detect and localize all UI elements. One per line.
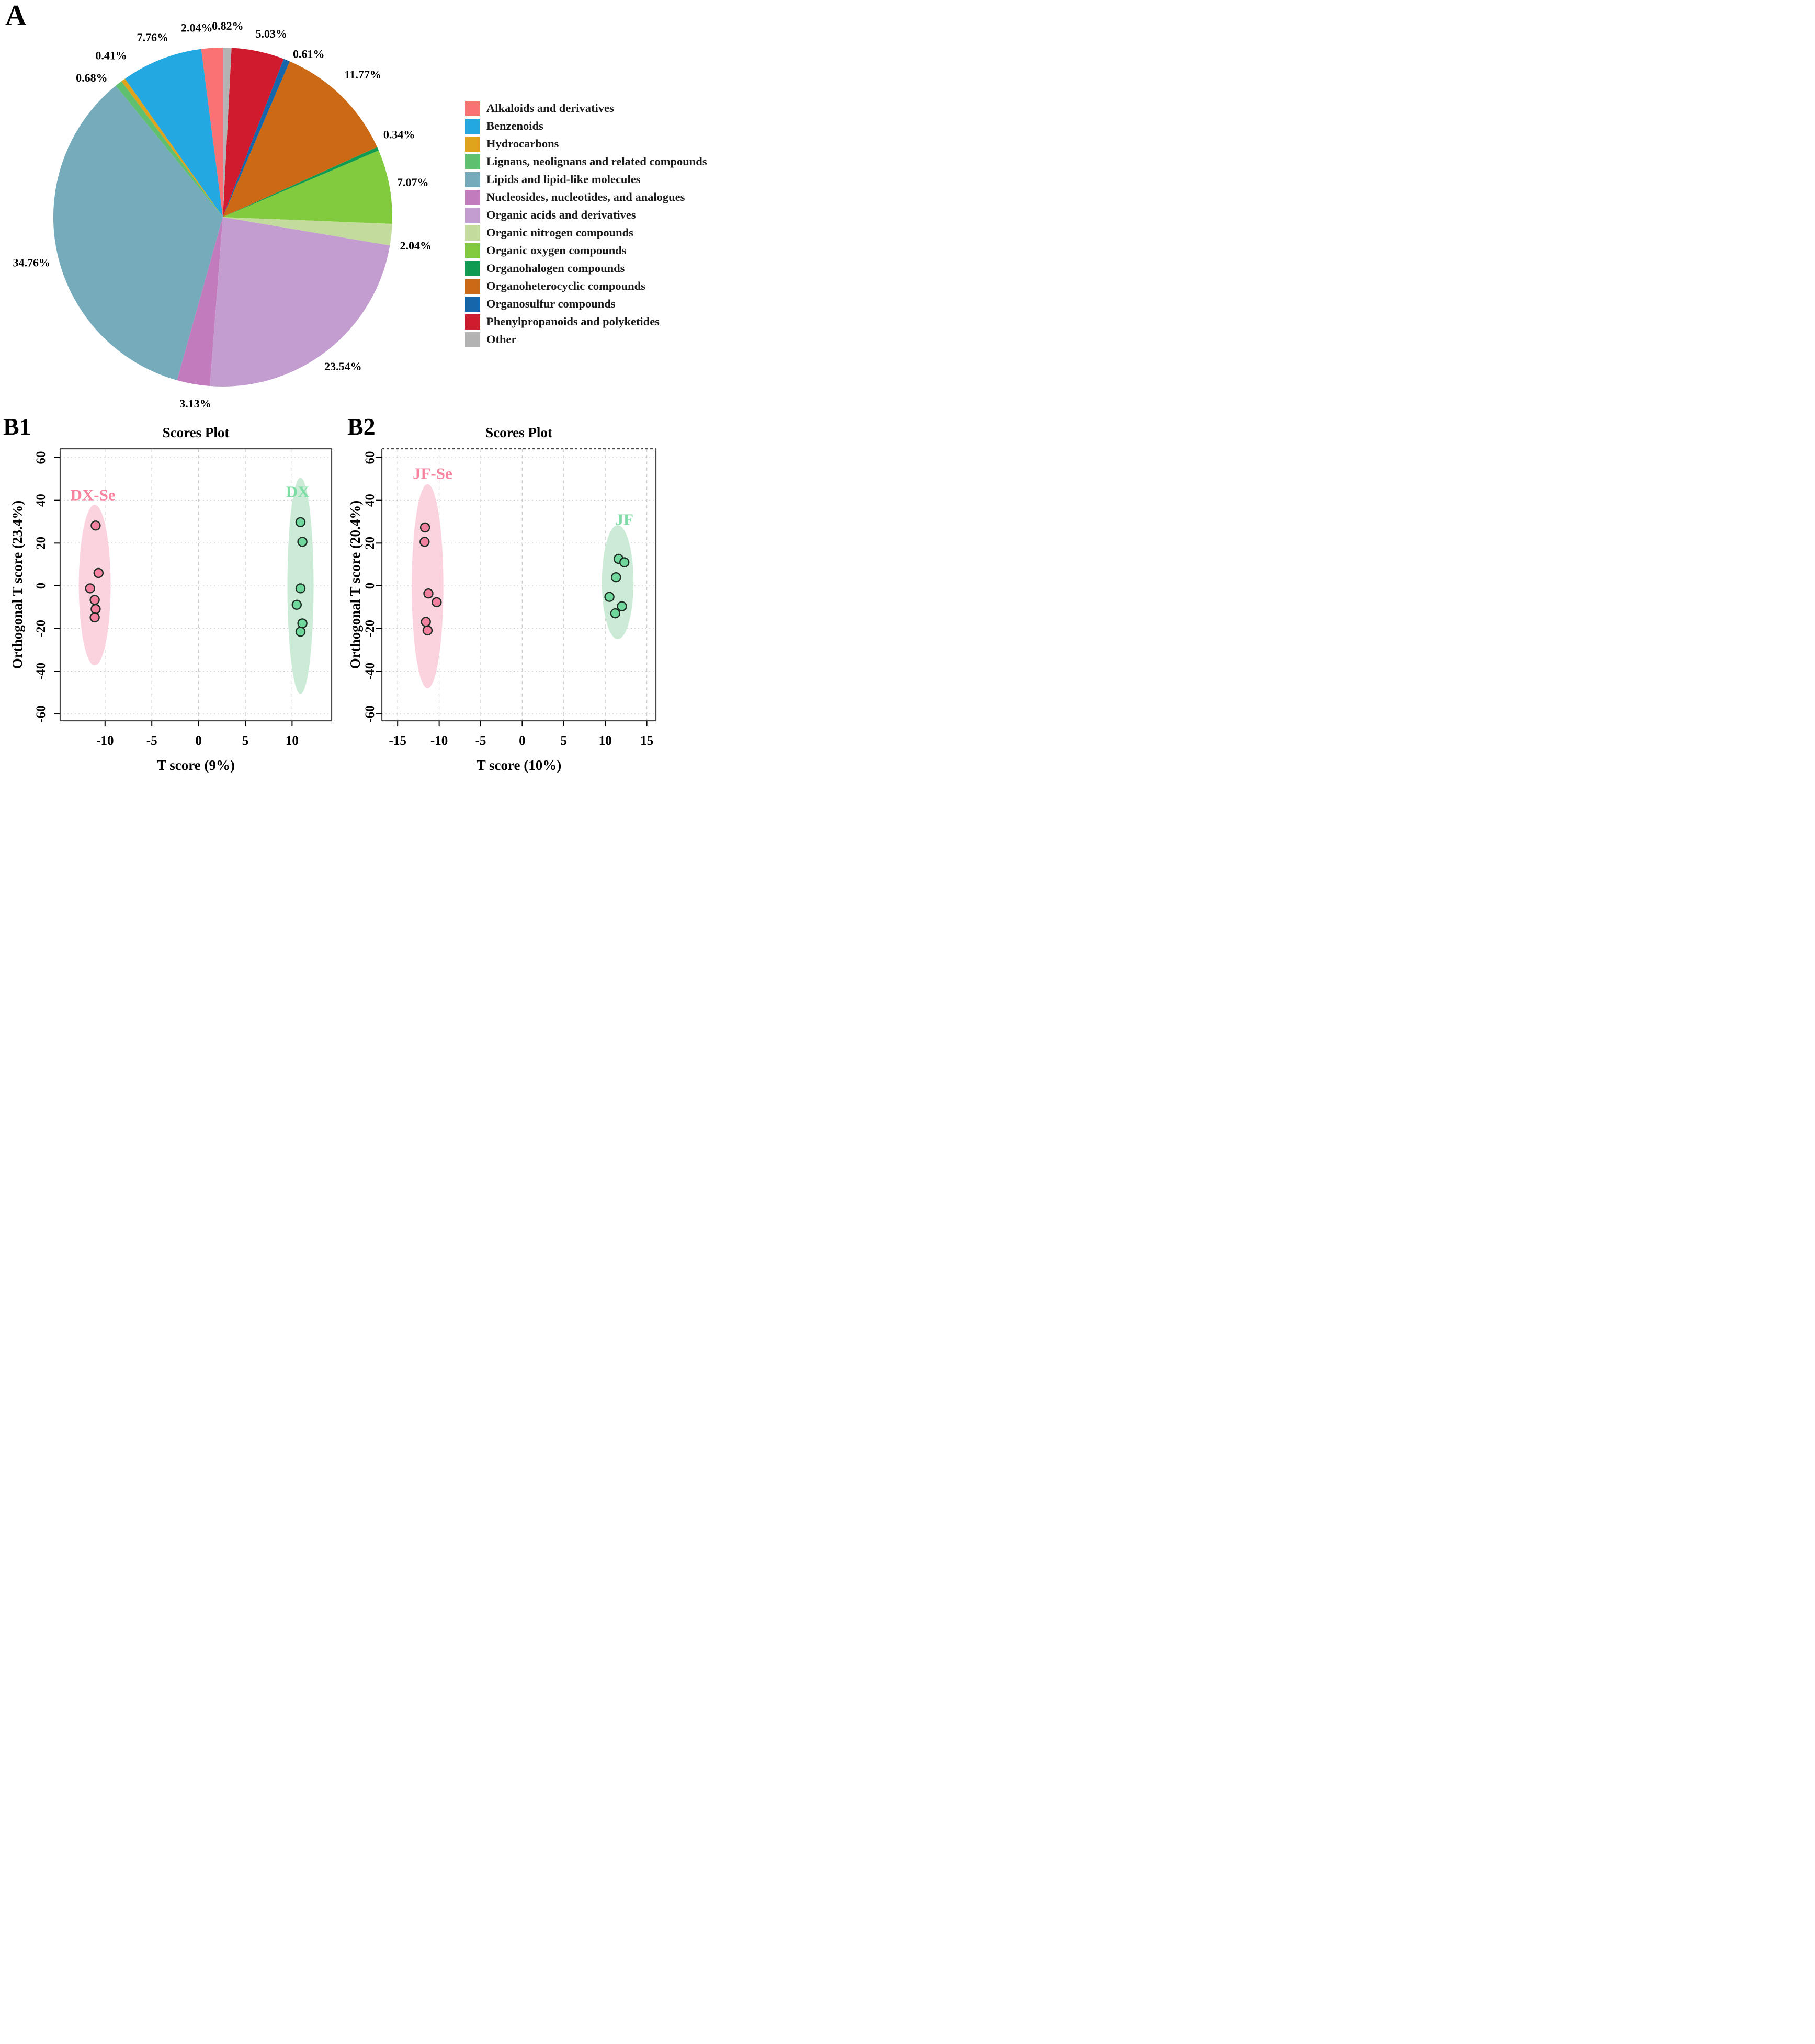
legend-item — [465, 277, 707, 295]
plot-title: Scores Plot — [162, 425, 230, 440]
legend-item — [465, 259, 707, 277]
legend-swatch — [465, 297, 480, 312]
group-label: JF-Se — [413, 464, 452, 483]
legend-label: Phenylpropanoids and polyketides — [486, 315, 660, 328]
legend-item — [465, 153, 707, 171]
x-tick-label: 0 — [519, 734, 526, 748]
x-axis-label: T score (10%) — [476, 757, 562, 773]
y-tick-label: 40 — [363, 494, 377, 507]
pie-slice-label: 0.41% — [95, 49, 127, 62]
panel-b1-label: B1 — [3, 413, 31, 440]
pie-slice-label: 0.34% — [383, 128, 415, 141]
legend-swatch — [465, 208, 480, 223]
y-tick-label: -40 — [34, 662, 48, 680]
legend-swatch — [465, 314, 480, 330]
legend-item — [465, 224, 707, 242]
x-tick-label: -5 — [146, 734, 157, 748]
pie-slice-label: 0.82% — [212, 19, 244, 32]
figure-panel — [0, 0, 726, 817]
pie-legend — [465, 99, 707, 348]
data-point — [421, 523, 429, 532]
x-tick-label: 10 — [285, 734, 299, 748]
data-point — [90, 613, 99, 622]
legend-item — [465, 135, 707, 153]
confidence-ellipse — [412, 484, 443, 688]
pie-slice-label: 2.04% — [181, 21, 213, 35]
legend-swatch — [465, 243, 480, 258]
legend-swatch — [465, 332, 480, 347]
data-point — [296, 518, 305, 527]
legend-label: Nucleosides, nucleotides, and analogues — [486, 190, 685, 203]
legend-item — [465, 99, 707, 117]
data-point — [424, 589, 433, 598]
plot-title: Scores Plot — [485, 425, 552, 440]
data-point — [422, 618, 430, 627]
x-axis-label: T score (9%) — [157, 757, 235, 773]
y-tick-label: -60 — [363, 705, 377, 723]
data-point — [420, 537, 429, 546]
y-axis-label: Orthogonal T score (20.4%) — [347, 500, 363, 669]
x-tick-label: 10 — [598, 734, 612, 748]
legend-label: Organosulfur compounds — [486, 297, 616, 310]
legend-item — [465, 206, 707, 224]
y-tick-label: -40 — [363, 662, 377, 680]
x-tick-label: 5 — [242, 734, 249, 748]
legend-label: Organic acids and derivatives — [486, 208, 636, 221]
legend-label: Hydrocarbons — [486, 137, 559, 150]
confidence-ellipse — [602, 525, 633, 639]
data-point — [605, 593, 614, 601]
x-tick-label: -10 — [430, 734, 448, 748]
scatter-plot-b2 — [345, 413, 726, 817]
legend-label: Benzenoids — [486, 119, 543, 132]
x-tick-label: 15 — [640, 734, 654, 748]
data-point — [618, 602, 627, 611]
pie-slice-label: 7.76% — [137, 30, 169, 44]
data-point — [298, 619, 307, 628]
legend-label: Organic nitrogen compounds — [486, 226, 633, 239]
data-point — [91, 605, 100, 614]
data-point — [423, 626, 432, 635]
y-tick-label: 0 — [34, 582, 48, 589]
legend-item — [465, 313, 707, 331]
group-label: JF — [615, 510, 633, 529]
y-tick-label: 20 — [34, 536, 48, 550]
pie-slice-label: 0.68% — [76, 71, 108, 85]
pie-slice-label: 0.61% — [292, 47, 325, 61]
legend-label: Lipids and lipid-like molecules — [486, 173, 641, 186]
x-tick-label: -15 — [389, 734, 406, 748]
y-tick-label: -20 — [363, 620, 377, 638]
pie-slice-label: 5.03% — [255, 27, 287, 41]
data-point — [432, 598, 441, 607]
legend-swatch — [465, 119, 480, 134]
group-label: DX-Se — [70, 485, 116, 504]
scatter-plot-b1 — [0, 413, 363, 817]
legend-item — [465, 117, 707, 135]
x-tick-label: -10 — [96, 734, 114, 748]
group-label: DX — [286, 482, 310, 501]
legend-swatch — [465, 225, 480, 241]
legend-label: Organoheterocyclic compounds — [486, 279, 645, 292]
legend-swatch — [465, 279, 480, 294]
legend-item — [465, 242, 707, 259]
legend-swatch — [465, 101, 480, 116]
legend-label: Organohalogen compounds — [486, 262, 625, 275]
y-tick-label: 20 — [363, 536, 377, 550]
y-tick-label: -20 — [34, 620, 48, 638]
legend-label: Alkaloids and derivatives — [486, 101, 614, 115]
y-tick-label: 60 — [363, 451, 377, 464]
legend-swatch — [465, 190, 480, 205]
panel-a-label: A — [5, 0, 27, 32]
pie-slice — [210, 217, 390, 387]
x-tick-label: -5 — [475, 734, 486, 748]
data-point — [620, 558, 629, 567]
y-axis-label: Orthogonal T score (23.4%) — [9, 500, 25, 669]
data-point — [94, 569, 103, 577]
legend-label: Lignans, neolignans and related compounds — [486, 155, 707, 168]
legend-swatch — [465, 137, 480, 152]
legend-item — [465, 171, 707, 188]
y-tick-label: -60 — [34, 705, 48, 723]
data-point — [91, 521, 100, 530]
data-point — [611, 573, 620, 582]
pie-slice-label: 34.76% — [13, 256, 50, 269]
pie-slice-label: 23.54% — [324, 359, 362, 373]
legend-item — [465, 295, 707, 313]
x-tick-label: 5 — [560, 734, 568, 748]
data-point — [90, 596, 99, 605]
legend-swatch — [465, 172, 480, 187]
legend-label: Organic oxygen compounds — [486, 244, 627, 257]
data-point — [86, 584, 95, 593]
legend-swatch — [465, 154, 480, 169]
pie-slice-label: 2.04% — [400, 239, 432, 252]
data-point — [296, 584, 305, 593]
legend-item — [465, 331, 707, 348]
pie-slice-label: 11.77% — [344, 68, 381, 81]
x-tick-label: 0 — [195, 734, 202, 748]
legend-item — [465, 188, 707, 206]
pie-chart — [0, 0, 471, 418]
panel-b2-label: B2 — [347, 413, 376, 440]
legend-label: Other — [486, 333, 517, 346]
data-point — [298, 537, 307, 546]
data-point — [296, 627, 305, 636]
y-tick-label: 40 — [34, 494, 48, 507]
y-tick-label: 0 — [363, 582, 377, 589]
data-point — [611, 609, 620, 618]
data-point — [292, 600, 301, 609]
pie-slice-label: 3.13% — [179, 396, 211, 410]
pie-slice-label: 7.07% — [397, 176, 429, 189]
legend-swatch — [465, 261, 480, 276]
y-tick-label: 60 — [34, 451, 48, 464]
